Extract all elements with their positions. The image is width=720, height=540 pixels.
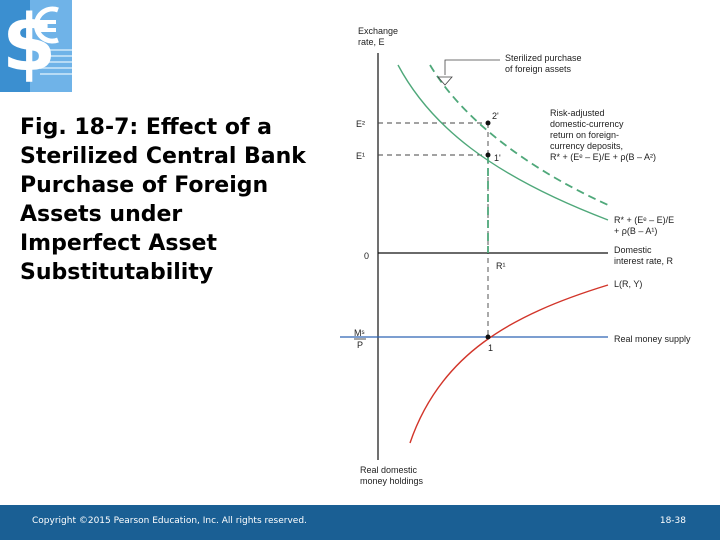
money-demand-curve [410,285,608,443]
r1-label: R¹ [496,261,506,271]
point-1-prime-label: 1' [494,153,501,163]
footer-bar [0,505,720,540]
title-line: Assets under [20,202,183,227]
title-line: Purchase of Foreign [20,173,269,198]
point-1-label: 1 [488,343,494,353]
sterilized-label-line: of foreign assets [505,64,572,74]
domestic-rate-label-line: interest rate, R [614,256,674,266]
ms-label-bottom: P [357,340,364,350]
point-1-prime [486,153,491,158]
liquidity-label: L(R, Y) [614,279,643,289]
title-line: Imperfect Asset [20,231,217,256]
point-1 [486,335,491,340]
copyright-text: Copyright ©2015 Pearson Education, Inc. All rights reserved. [32,516,307,526]
dollar-euro-logo-icon [0,0,72,92]
point-2-prime-label: 2' [492,111,499,121]
y-axis-label-line: rate, E [358,37,385,47]
title-line: Sterilized Central Bank [20,144,306,169]
y-axis-label-line: Exchange [358,26,399,36]
page-number: 18-38 [659,516,686,526]
e2-label: E² [356,119,365,129]
curve1-label-line: R* + (Eᵉ – E)/E [614,215,675,225]
slide-title [20,113,345,287]
domestic-rate-label-line: Domestic [614,245,652,255]
risk-adjusted-label-line: R* + (Eᵉ – E)/E + ρ(B – A²) [550,152,656,162]
risk-adjusted-label-line: return on foreign- [550,130,620,140]
sterilized-arrow-line [445,60,500,75]
exchange-rate-diagram [340,15,720,505]
risk-adjusted-label-line: Risk-adjusted [550,108,605,118]
title-line: Fig. 18-7: Effect of a [20,115,273,140]
ms-label-top: Mˢ [354,328,365,338]
money-supply-label: Real money supply [614,334,691,344]
x-axis-bottom-label-line: money holdings [360,476,424,486]
risk-adjusted-label-line: domestic-currency [550,119,624,129]
x-axis-bottom-label-line: Real domestic [360,465,418,475]
curve1-label-line: + ρ(B – A¹) [614,226,658,236]
sterilized-label-line: Sterilized purchase [505,53,582,63]
title-line: Substitutability [20,260,214,285]
point-2-prime [486,121,491,126]
e1-label: E¹ [356,151,365,161]
svg-text:$: $ [2,0,57,89]
risk-adjusted-label-line: currency deposits, [550,141,624,151]
zero-label: 0 [364,251,370,261]
